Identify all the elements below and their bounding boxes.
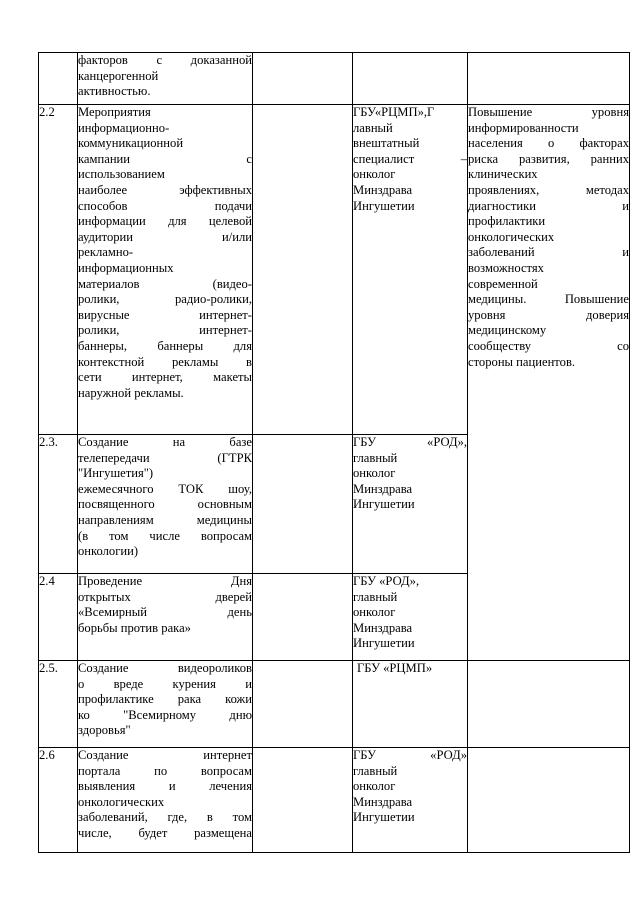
text-line: онкологических: [78, 794, 165, 809]
executor-cell: [353, 748, 468, 853]
text-line: клинических: [468, 167, 538, 182]
text-line: информационных: [78, 260, 174, 275]
empty-cell: [253, 661, 353, 748]
measure-description: [78, 105, 253, 435]
executor-cell: [353, 53, 468, 105]
text-line: аудитории и/или: [78, 229, 252, 244]
text-line: ГБУ «РОД»,: [353, 435, 467, 449]
text-line: вирусные интернет-: [78, 307, 252, 322]
text-line: Создание интернет: [78, 748, 252, 762]
table-row: [39, 748, 630, 853]
text-line: посвященного основным: [78, 497, 252, 512]
text-line: онкологических: [468, 229, 555, 244]
measure-description: [78, 53, 253, 105]
table-row: [39, 661, 630, 748]
text-line: медицинскому: [468, 323, 547, 338]
row-number: 2.5.: [39, 661, 78, 748]
text-line: онколог: [353, 779, 396, 794]
text-line: ежемесячного ТОК шоу,: [78, 481, 252, 496]
empty-cell: [253, 435, 353, 574]
text-line: Создание на базе: [78, 435, 252, 449]
text-line: ГБУ «РЦМП»: [357, 661, 433, 675]
text-line: о вреде курения и: [78, 676, 252, 691]
text-line: ролики, радио-ролики,: [78, 292, 252, 307]
text-line: лавный: [353, 120, 393, 135]
text-line: Проведение Дня: [78, 574, 252, 588]
text-line: Минздрава: [353, 182, 413, 197]
empty-cell: [253, 105, 353, 435]
table-row: [39, 53, 630, 105]
text-line: ролики, интернет-: [78, 323, 252, 338]
text-line: диагностики и: [468, 198, 629, 213]
text-line: здоровья": [78, 723, 131, 738]
text-line: онколог: [353, 466, 396, 481]
text-line: открытых дверей: [78, 589, 252, 604]
text-line: контекстной рекламы в: [78, 354, 252, 369]
text-line: "Ингушетия"): [78, 466, 154, 481]
text-line: внештатный: [353, 136, 420, 151]
text-line: стороны пациентов.: [468, 354, 576, 369]
text-line: информированности: [468, 120, 579, 135]
text-line: Повышение уровня: [468, 105, 629, 119]
result-cell: [468, 105, 630, 661]
text-line: главный: [353, 763, 398, 778]
text-line: проявлениях, методах: [468, 182, 629, 197]
result-cell: [468, 748, 630, 853]
text-line: материалов (видео-: [78, 276, 252, 291]
row-number: 2.4: [39, 574, 78, 661]
text-line: возможностях: [468, 260, 544, 275]
text-line: числе, будет размещена: [78, 825, 252, 840]
result-cell: [468, 661, 630, 748]
text-line: Минздрава: [353, 481, 413, 496]
text-line: «Всемирный день: [78, 605, 252, 620]
text-line: Ингушетии: [353, 636, 415, 651]
text-line: использованием: [78, 167, 165, 182]
text-line: выявления и лечения: [78, 779, 252, 794]
text-line: заболеваний, где, в том: [78, 810, 252, 825]
measures-table: [38, 52, 630, 853]
text-line: телепередачи (ГТРК: [78, 450, 252, 465]
text-line: ГБУ«РЦМП»,Г: [353, 105, 435, 119]
text-line: профилактики: [468, 214, 546, 229]
row-number: 2.6: [39, 748, 78, 853]
text-line: Ингушетии: [353, 497, 415, 512]
row-number: 2.3.: [39, 435, 78, 574]
text-line: риска развития, ранних: [468, 151, 629, 166]
executor-cell: [353, 574, 468, 661]
text-line: Минздрава: [353, 794, 413, 809]
text-line: медицины. Повышение: [468, 292, 629, 307]
text-line: ко "Всемирному дню: [78, 707, 252, 722]
text-line: главный: [353, 450, 398, 465]
text-line: специалист –: [353, 151, 467, 166]
text-line: современной: [468, 276, 538, 291]
empty-cell: [253, 574, 353, 661]
table-row: [39, 105, 630, 435]
measure-description: [78, 748, 253, 853]
executor-cell: [353, 661, 468, 748]
text-line: информации для целевой: [78, 214, 252, 229]
text-line: направлениям медицины: [78, 512, 252, 527]
text-line: ГБУ «РОД»,: [353, 574, 420, 588]
text-line: Ингушетии: [353, 810, 415, 825]
measure-description: [78, 661, 253, 748]
text-line: уровня доверия: [468, 307, 629, 322]
text-line: рекламно-: [78, 245, 134, 260]
text-line: канцерогенной: [78, 68, 159, 83]
text-line: профилактике рака кожи: [78, 692, 252, 707]
text-line: онкологии): [78, 544, 139, 559]
text-line: факторов с доказанной: [78, 53, 252, 67]
empty-cell: [253, 53, 353, 105]
executor-cell: [353, 105, 468, 435]
text-line: сообществу со: [468, 338, 629, 353]
text-line: Минздрава: [353, 620, 413, 635]
text-line: информационно-: [78, 120, 170, 135]
text-line: сети интернет, макеты: [78, 370, 252, 385]
text-line: портала по вопросам: [78, 763, 252, 778]
measure-description: [78, 574, 253, 661]
empty-cell: [253, 748, 353, 853]
text-line: главный: [353, 589, 398, 604]
text-line: наиболее эффективных: [78, 182, 252, 197]
row-number: 2.2: [39, 105, 78, 435]
text-line: онколог: [353, 167, 396, 182]
text-line: населения о факторах: [468, 136, 629, 151]
text-line: заболеваний и: [468, 245, 629, 260]
executor-cell: [353, 435, 468, 574]
text-line: Ингушетии: [353, 198, 415, 213]
text-line: способов подачи: [78, 198, 252, 213]
text-line: коммуникационной: [78, 136, 184, 151]
text-line: (в том числе вопросам: [78, 528, 252, 543]
text-line: кампании с: [78, 151, 252, 166]
text-line: баннеры, баннеры для: [78, 338, 252, 353]
text-line: активностью.: [78, 84, 151, 99]
text-line: наружной рекламы.: [78, 385, 184, 400]
text-line: ГБУ «РОД»: [353, 748, 467, 762]
measure-description: [78, 435, 253, 574]
text-line: онколог: [353, 605, 396, 620]
row-number: [39, 53, 78, 105]
text-line: борьбы против рака»: [78, 620, 191, 635]
result-cell: [468, 53, 630, 105]
text-line: Мероприятия: [78, 105, 151, 119]
text-line: Создание видеороликов: [78, 661, 252, 675]
